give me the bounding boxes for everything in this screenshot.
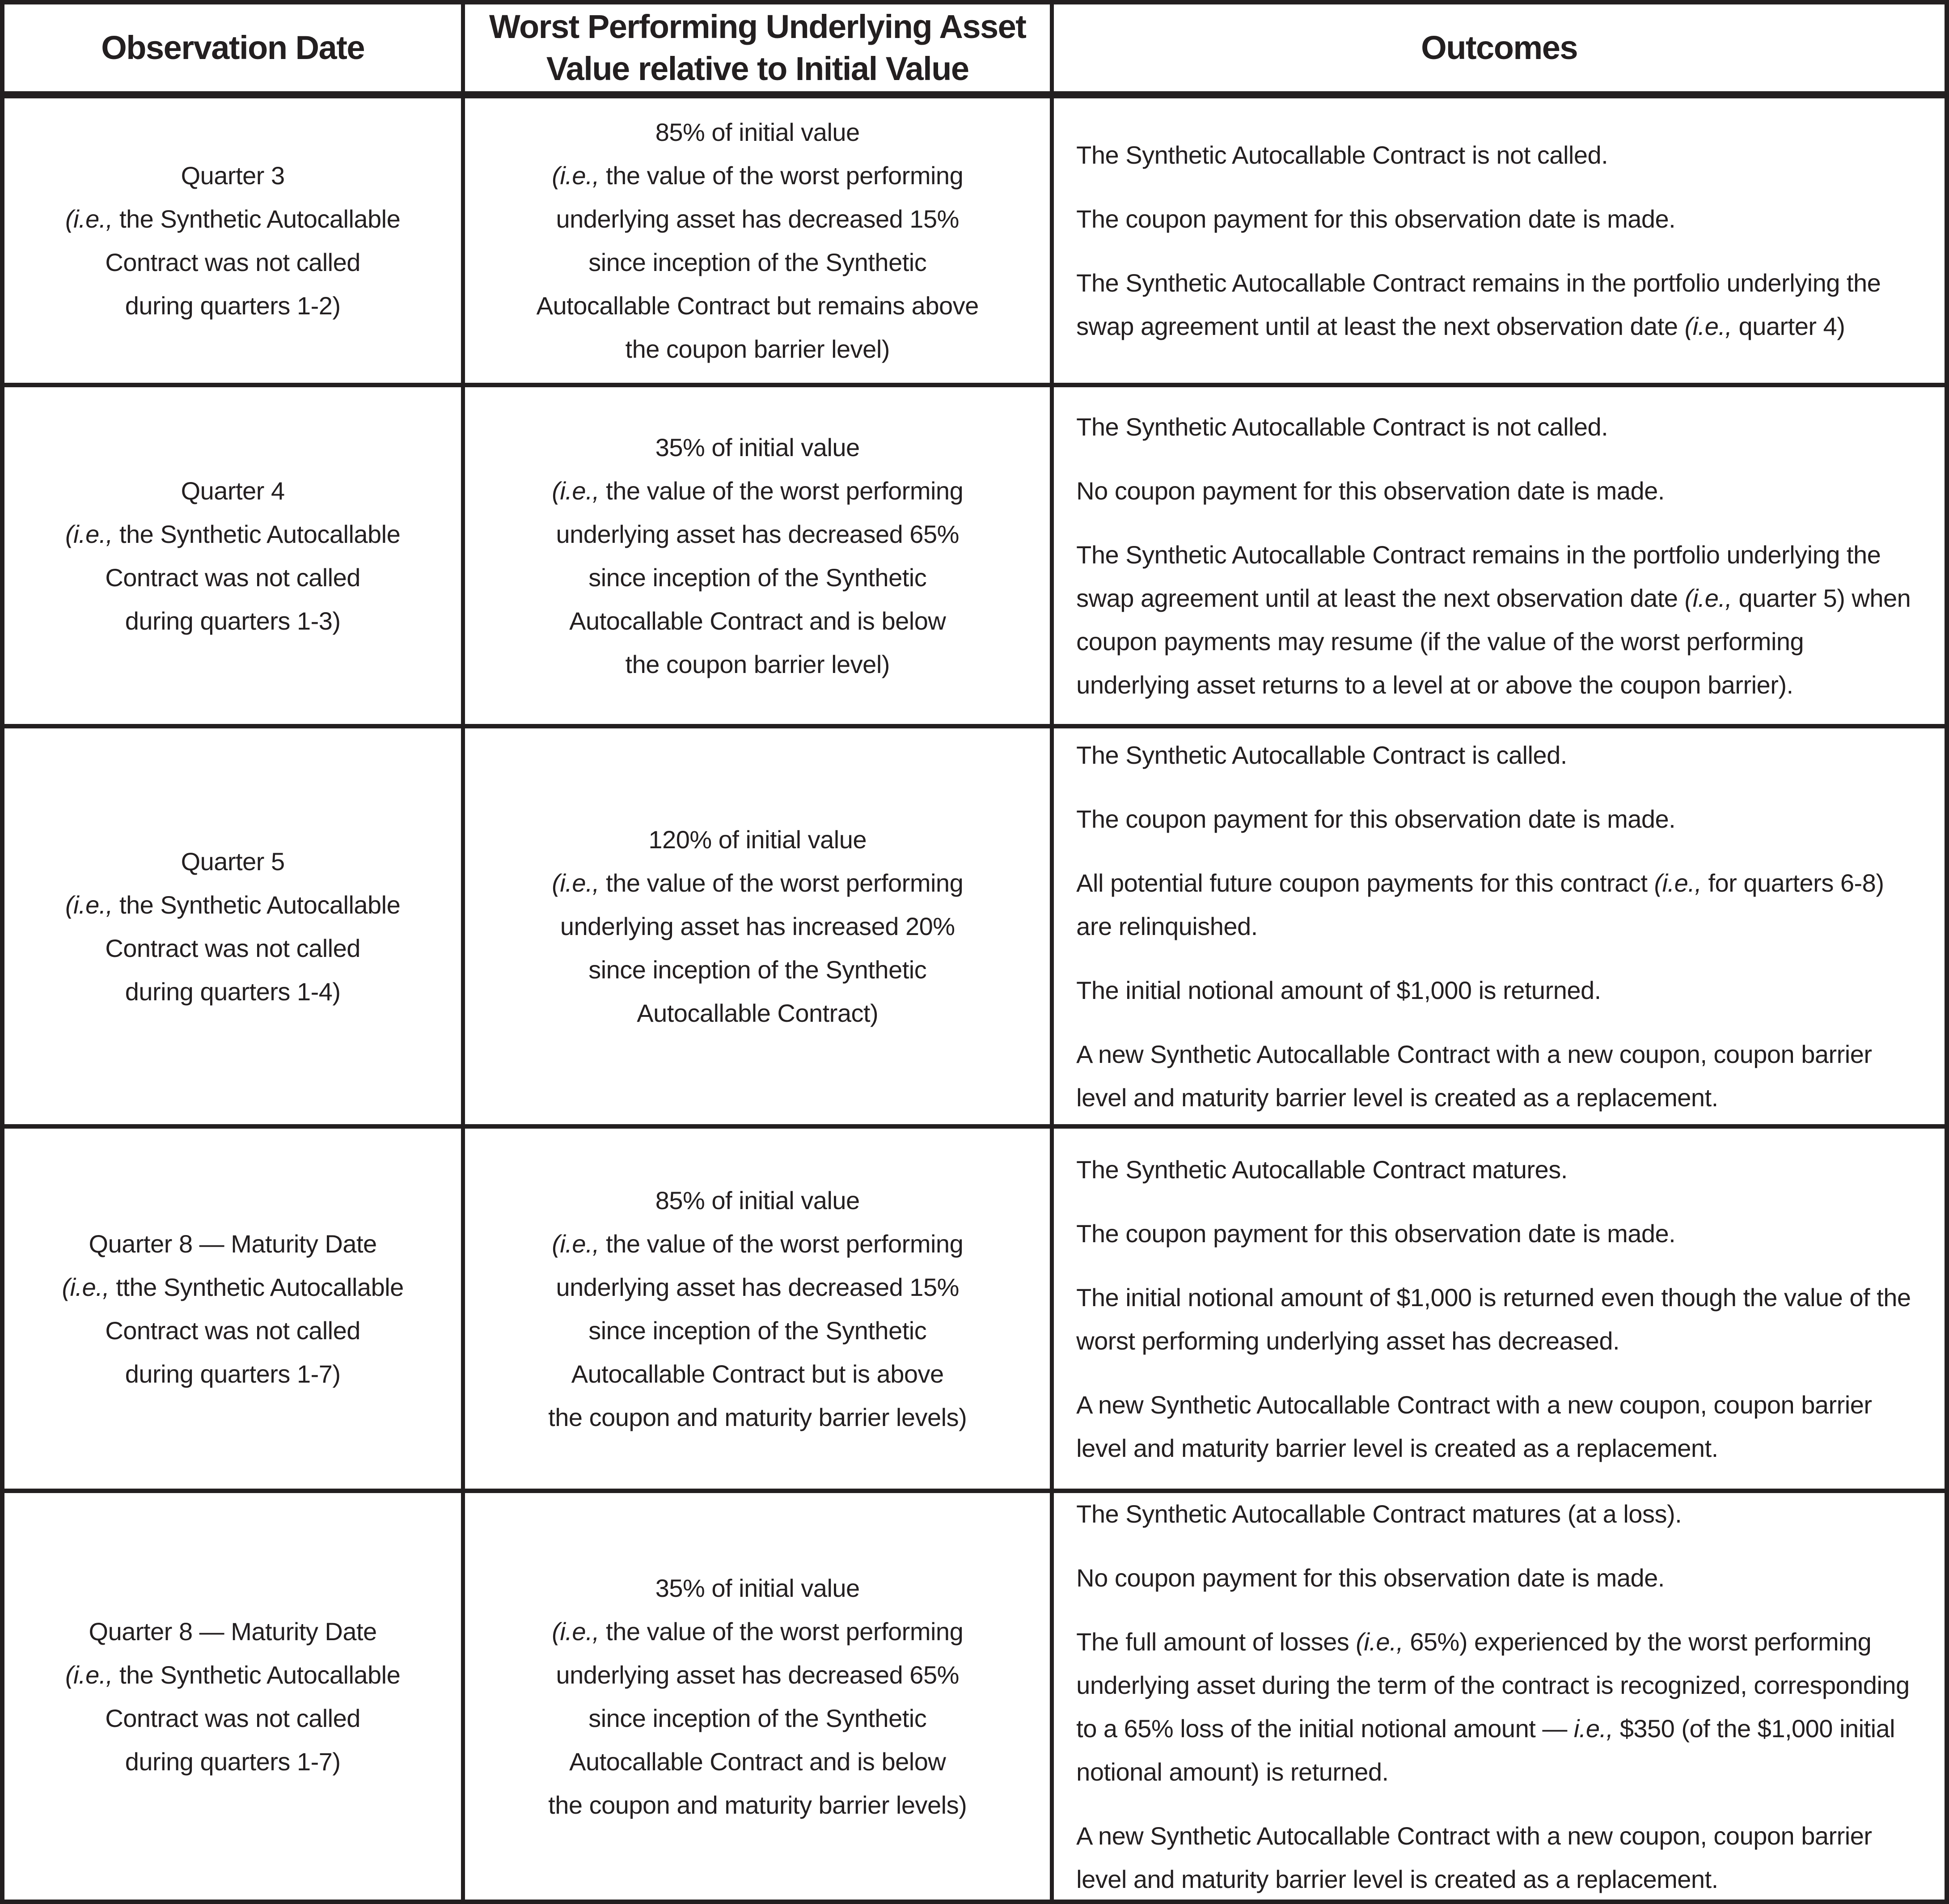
- outcome-paragraph: The Synthetic Autocallable Contract is not called.: [1076, 412, 1608, 441]
- row1-outcomes-cell: [1054, 98, 1945, 387]
- row2-outcomes-cell: [1054, 387, 1945, 728]
- cell-line: during quarters 1-4): [125, 977, 341, 1006]
- header-observation-date: [4, 4, 465, 98]
- outcome-paragraph: The coupon payment for this observation date is made.: [1076, 1219, 1676, 1248]
- cell-line: 35% of initial value: [655, 1574, 860, 1602]
- row4-observation-date-cell: [4, 1129, 465, 1493]
- cell-line: Quarter 5: [181, 847, 285, 876]
- outcome-paragraph: The full amount of losses (i.e., 65%) experienced by the worst performing underlying asset during the term of the contract is recognized, corresponding to a 65% loss of the initial notional amount — i.e., $350 (of the $1,000 initial notional amount) is returned.: [1076, 1627, 1910, 1786]
- cell-line: Autocallable Contract and is below: [569, 1747, 946, 1776]
- cell-line: Quarter 8 — Maturity Date: [89, 1229, 377, 1258]
- cell-line: Quarter 8 — Maturity Date: [89, 1617, 377, 1646]
- cell-line: (i.e., the Synthetic Autocallable: [65, 520, 401, 548]
- cell-line: Contract was not called: [105, 563, 360, 592]
- cell-line: Contract was not called: [105, 1704, 360, 1732]
- cell-line: Autocallable Contract and is below: [569, 606, 946, 635]
- cell-line: (i.e., the Synthetic Autocallable: [65, 1660, 401, 1689]
- outcome-paragraph: A new Synthetic Autocallable Contract with a new coupon, coupon barrier level and maturity barrier level is created as a replacement.: [1076, 1390, 1872, 1462]
- row3-asset-value-cell: [465, 728, 1054, 1129]
- outcome-paragraph: The Synthetic Autocallable Contract matures.: [1076, 1155, 1568, 1184]
- cell-line: during quarters 1-3): [125, 606, 341, 635]
- cell-line: Quarter 4: [181, 476, 285, 505]
- cell-line: (i.e., the Synthetic Autocallable: [65, 890, 401, 919]
- cell-line: (i.e., the value of the worst performing: [552, 869, 964, 897]
- cell-line: during quarters 1-7): [125, 1359, 341, 1388]
- cell-line: underlying asset has decreased 65%: [556, 520, 959, 548]
- outcome-paragraph: The initial notional amount of $1,000 is returned even though the value of the worst performing underlying asset has decreased.: [1076, 1283, 1911, 1355]
- cell-line: 85% of initial value: [655, 1186, 860, 1214]
- cell-line: (i.e., the value of the worst performing: [552, 476, 964, 505]
- row2-asset-value-cell: [465, 387, 1054, 728]
- cell-line: since inception of the Synthetic: [588, 1316, 927, 1345]
- outcome-paragraph: No coupon payment for this observation date is made.: [1076, 476, 1665, 505]
- cell-line: Value relative to Initial Value: [546, 50, 969, 87]
- cell-line: (i.e., the value of the worst performing: [552, 161, 964, 190]
- outcome-paragraph: The Synthetic Autocallable Contract is not called.: [1076, 140, 1608, 169]
- outcome-paragraph: A new Synthetic Autocallable Contract with a new coupon, coupon barrier level and maturity barrier level is created as a replacement.: [1076, 1040, 1872, 1112]
- row2-observation-date-cell: [4, 387, 465, 728]
- cell-line: underlying asset has increased 20%: [560, 912, 955, 941]
- cell-line: (i.e., the value of the worst performing: [552, 1229, 964, 1258]
- cell-line: underlying asset has decreased 65%: [556, 1660, 959, 1689]
- row5-observation-date-cell: [4, 1493, 465, 1900]
- outcome-paragraph: The Synthetic Autocallable Contract remains in the portfolio underlying the swap agreement until at least the next observation date (i.e., quarter 5) when coupon payments may resume (if the value of the worst performing underlying asset returns to a level at or above the coupon barrier).: [1076, 540, 1911, 699]
- cell-line: Observation Date: [101, 29, 364, 66]
- outcome-paragraph: The coupon payment for this observation date is made.: [1076, 204, 1676, 233]
- cell-line: the coupon barrier level): [625, 334, 890, 363]
- outcome-paragraph: All potential future coupon payments for this contract (i.e., for quarters 6-8) are relinquished.: [1076, 869, 1884, 941]
- cell-line: the coupon barrier level): [625, 650, 890, 678]
- row5-asset-value-cell: [465, 1493, 1054, 1900]
- outcome-paragraph: The Synthetic Autocallable Contract is called.: [1076, 741, 1567, 770]
- row3-outcomes-cell: [1054, 728, 1945, 1129]
- header-outcomes: [1054, 4, 1945, 98]
- header-asset-value: [465, 4, 1054, 98]
- cell-line: Autocallable Contract but remains above: [536, 291, 979, 320]
- cell-line: Outcomes: [1421, 29, 1578, 66]
- cell-line: underlying asset has decreased 15%: [556, 1273, 959, 1301]
- outcome-paragraph: The coupon payment for this observation date is made.: [1076, 805, 1676, 834]
- cell-line: 120% of initial value: [648, 825, 867, 854]
- cell-line: Contract was not called: [105, 1316, 360, 1345]
- cell-line: (i.e., tthe Synthetic Autocallable: [62, 1273, 404, 1301]
- row5-outcomes-cell: [1054, 1493, 1945, 1900]
- cell-line: underlying asset has decreased 15%: [556, 204, 959, 233]
- outcome-paragraph: The Synthetic Autocallable Contract remains in the portfolio underlying the swap agreement until at least the next observation date (i.e., quarter 4): [1076, 268, 1881, 340]
- cell-line: (i.e., the value of the worst performing: [552, 1617, 964, 1646]
- cell-line: since inception of the Synthetic: [588, 1704, 927, 1732]
- row3-observation-date-cell: [4, 728, 465, 1129]
- cell-line: during quarters 1-7): [125, 1747, 341, 1776]
- outcome-paragraph: The Synthetic Autocallable Contract matures (at a loss).: [1076, 1499, 1682, 1528]
- row4-outcomes-cell: [1054, 1129, 1945, 1493]
- cell-line: Autocallable Contract but is above: [571, 1359, 944, 1388]
- row4-asset-value-cell: [465, 1129, 1054, 1493]
- cell-line: Worst Performing Underlying Asset: [489, 8, 1026, 45]
- row1-observation-date-cell: [4, 98, 465, 387]
- cell-line: since inception of the Synthetic: [588, 248, 927, 276]
- cell-line: Autocallable Contract): [637, 999, 879, 1028]
- cell-line: Contract was not called: [105, 934, 360, 962]
- cell-line: Contract was not called: [105, 248, 360, 276]
- cell-line: since inception of the Synthetic: [588, 563, 927, 592]
- outcome-paragraph: A new Synthetic Autocallable Contract with a new coupon, coupon barrier level and maturity barrier level is created as a replacement.: [1076, 1821, 1872, 1893]
- outcome-paragraph: The initial notional amount of $1,000 is returned.: [1076, 976, 1601, 1005]
- cell-line: Quarter 3: [181, 161, 285, 190]
- cell-line: the coupon and maturity barrier levels): [548, 1790, 967, 1819]
- outcome-paragraph: No coupon payment for this observation date is made.: [1076, 1563, 1665, 1592]
- row1-asset-value-cell: [465, 98, 1054, 387]
- cell-line: (i.e., the Synthetic Autocallable: [65, 204, 401, 233]
- cell-line: since inception of the Synthetic: [588, 956, 927, 984]
- cell-line: during quarters 1-2): [125, 291, 341, 320]
- cell-line: 85% of initial value: [655, 118, 860, 146]
- cell-line: the coupon and maturity barrier levels): [548, 1403, 967, 1431]
- cell-line: 35% of initial value: [655, 433, 860, 461]
